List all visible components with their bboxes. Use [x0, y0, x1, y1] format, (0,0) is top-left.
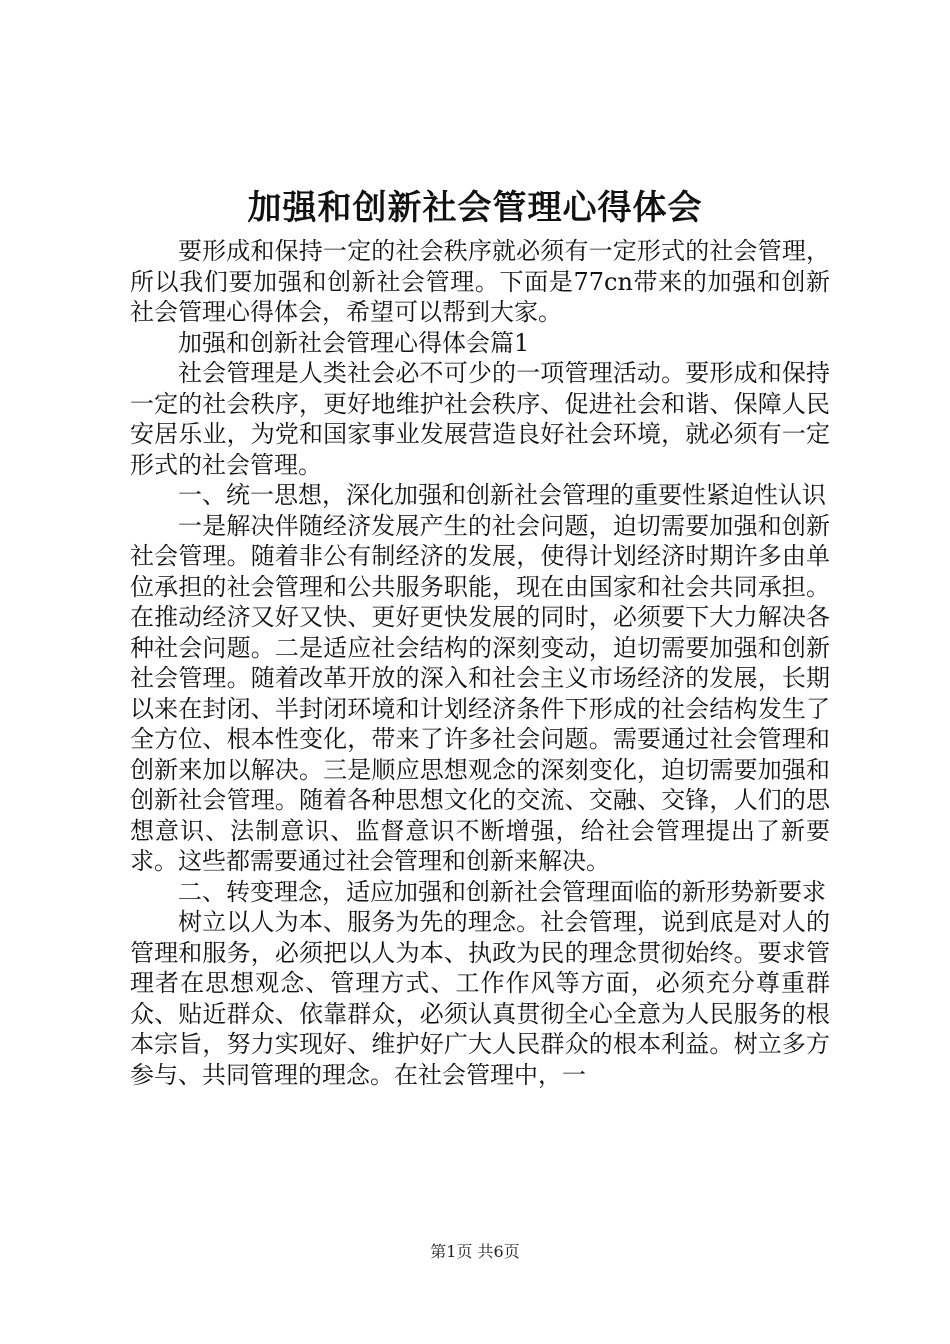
page-footer: 第1页 共6页 [430, 1242, 520, 1261]
section-heading-1: 一、统一思想，深化加强和创新社会管理的重要性紧迫性认识 [178, 481, 826, 509]
paragraph-intro: 要形成和保持一定的社会秩序就必须有一定形式的社会管理，所以我们要加强和创新社会管理。下面是77cn带来的加强和创新社会管理心得体会，希望可以帮到大家。 [130, 237, 830, 326]
document-title: 加强和创新社会管理心得体会 [247, 188, 703, 228]
section-heading-2: 二、转变理念，适应加强和创新社会管理面临的新形势新要求 [178, 877, 826, 906]
paragraph-section-2: 树立以人为本、服务为先的理念。社会管理，说到底是对人的管理和服务，必须把以人为本、执政为民的理念贯彻始终。要求管理者在思想观念、管理方式、工作作风等方面，必须充分尊重群众、贴近群众、依靠群众，必须认真贯彻全心全意为人民服务的根本宗旨，努力实现好、维护好广大人民群众的根本利益。树立多方参与、共同管理的理念。在社会管理中，一 [130, 908, 830, 1089]
document-body [130, 236, 830, 1090]
paragraph-overview: 社会管理是人类社会必不可少的一项管理活动。要形成和保持一定的社会秩序，更好地维护社会秩序、促进社会和谐、保障人民安居乐业，为党和国家事业发展营造良好社会环境，就必须有一定形式的社会管理。 [130, 359, 830, 479]
paragraph-subtitle: 加强和创新社会管理心得体会篇1 [178, 328, 530, 357]
paragraph-section-1: 一是解决伴随经济发展产生的社会问题，迫切需要加强和创新社会管理。随着非公有制经济的发展，使得计划经济时期许多由单位承担的社会管理和公共服务职能，现在由国家和社会共同承担。在推动经济又好又快、更好更快发展的同时，必须要下大力解决各种社会问题。二是适应社会结构的深刻变动，迫切需要加强和创新社会管理。随着改革开放的深入和社会主义市场经济的发展，长期以来在封闭、半封闭环境和计划经济条件下形成的社会结构发生了全方位、根本性变化，带来了许多社会问题。需要通过社会管理和创新来加以解决。三是顺应思想观念的深刻变化，迫切需要加强和创新社会管理。随着各种思想文化的交流、交融、交锋，人们的思想意识、法制意识、监督意识不断增强，给社会管理提出了新要求。这些都需要通过社会管理和创新来解决。 [130, 511, 830, 875]
